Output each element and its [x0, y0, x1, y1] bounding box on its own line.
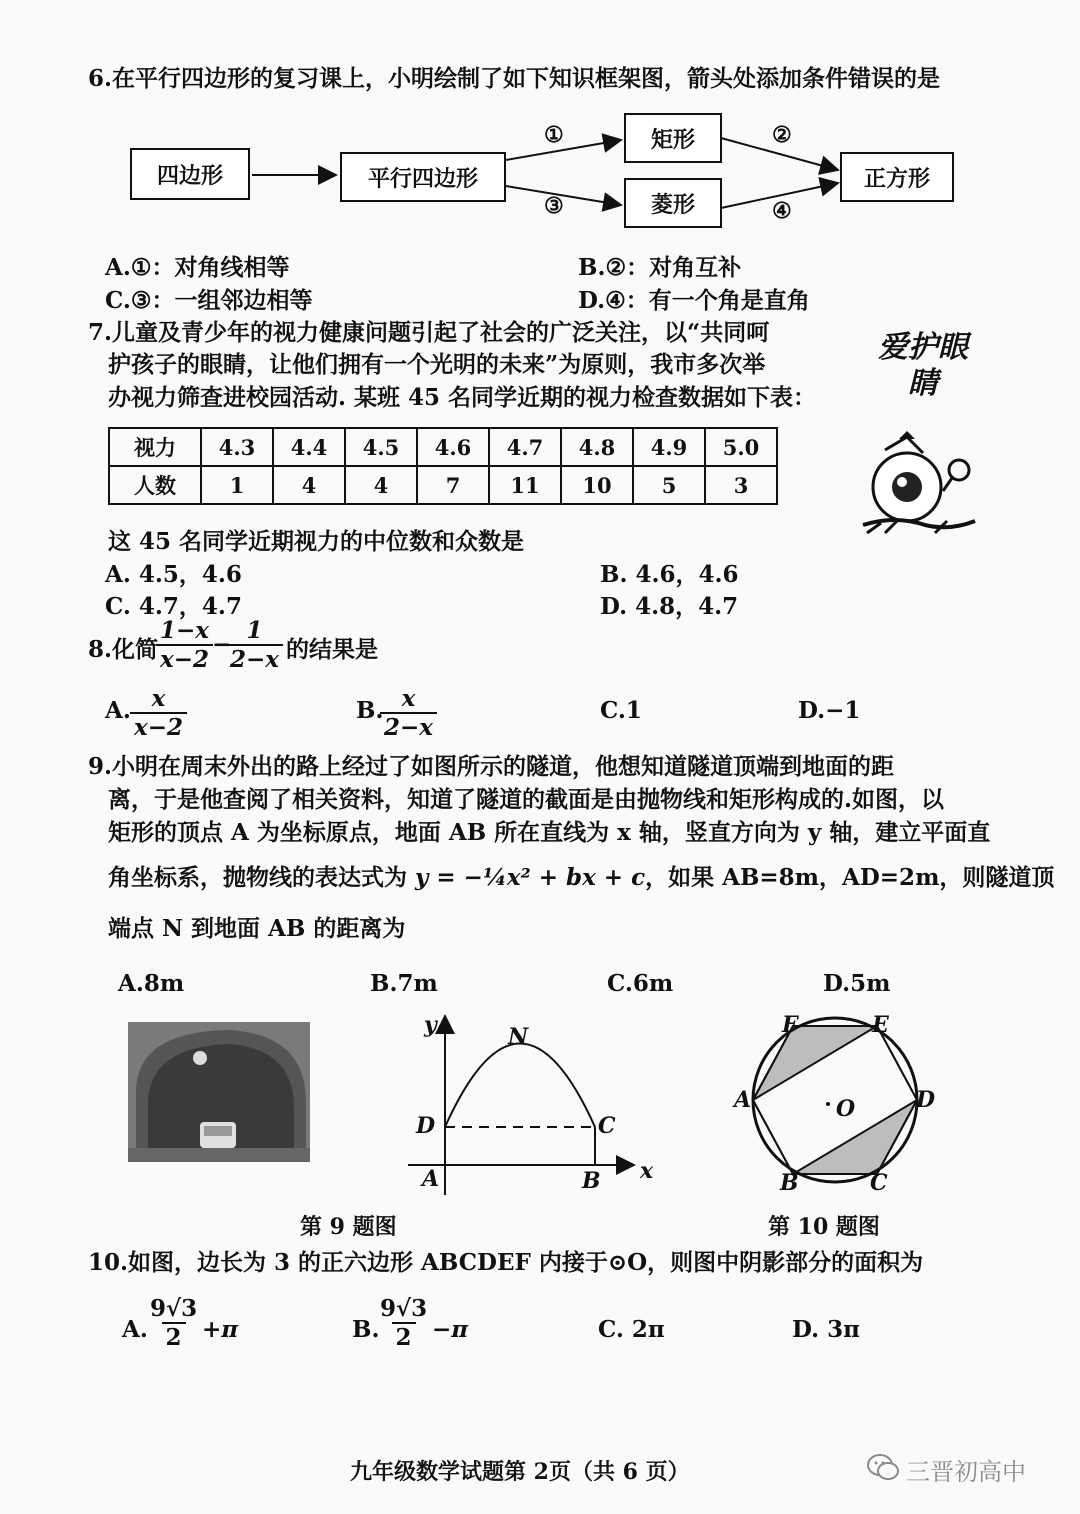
label-n: N: [508, 1024, 529, 1050]
mark-4: ④: [772, 198, 792, 224]
label-e: E: [872, 1012, 889, 1038]
label-o: O: [836, 1096, 856, 1122]
q7-option-a[interactable]: A. 4.5，4.6: [105, 561, 242, 588]
q9-option-d[interactable]: D.5m: [823, 970, 891, 997]
table-cell: 3: [705, 466, 777, 504]
q10-option-c[interactable]: C. 2π: [598, 1316, 665, 1343]
center-point: [826, 1102, 830, 1106]
label-a10: A: [734, 1087, 752, 1113]
table-cell: 4.3: [201, 428, 273, 466]
q9-option-c[interactable]: C.6m: [607, 970, 674, 997]
box-parallelogram: 平行四边形: [340, 152, 506, 202]
table-cell: 1: [201, 466, 273, 504]
table-cell: 11: [489, 466, 561, 504]
page-footer: 九年级数学试题第 2页（共 6 页）: [350, 1459, 690, 1485]
q6-arrows: [0, 0, 1080, 240]
table-cell: 4.4: [273, 428, 345, 466]
label-b10: B: [780, 1170, 799, 1196]
q9-line5: 端点 N 到地面 AB 的距离为: [108, 915, 406, 942]
table-cell: 4.9: [633, 428, 705, 466]
q8-option-c[interactable]: C.1: [600, 697, 642, 724]
table-cell: 5: [633, 466, 705, 504]
q9-line4-end: ，如果 AB=8m，AD=2m，则隧道顶: [645, 864, 1055, 891]
table-row: [109, 466, 777, 504]
table-row: [109, 428, 777, 466]
q7-question: 这 45 名同学近期视力的中位数和众数是: [108, 528, 525, 555]
q10-caption: 第 10 题图: [768, 1214, 880, 1240]
q10-option-a-tail[interactable]: +π: [202, 1316, 239, 1343]
q8-fraction-1: [156, 617, 213, 673]
label-b: B: [582, 1168, 601, 1194]
table-header: 视力: [109, 428, 201, 466]
label-d10: D: [916, 1087, 936, 1113]
q8-fraction-2: [226, 617, 283, 673]
q10-diagram: [740, 1016, 930, 1186]
table-cell: 7: [417, 466, 489, 504]
table-header: 人数: [109, 466, 201, 504]
fraction-denominator: 2: [162, 1322, 186, 1351]
q8-option-d[interactable]: D.−1: [798, 697, 861, 724]
fraction-numerator: 9√3: [150, 1295, 198, 1322]
parabola-curve: [445, 1044, 595, 1128]
q10-option-a-fraction[interactable]: [146, 1295, 201, 1351]
q6-option-b[interactable]: B.②：对角互补: [578, 254, 742, 281]
q8-minus: −: [212, 631, 232, 658]
fraction-denominator: 2: [392, 1322, 416, 1351]
q8-option-a-fraction[interactable]: [130, 685, 187, 741]
q7-stem-line2: 护孩子的眼睛，让他们拥有一个光明的未来”为原则，我市多次举: [108, 351, 766, 378]
q10-option-b-label[interactable]: B.: [352, 1316, 380, 1343]
q8-prefix: 8.化简: [88, 636, 159, 663]
label-x: x: [640, 1158, 654, 1184]
q7-option-c[interactable]: C. 4.7，4.7: [105, 593, 242, 620]
fraction-denominator: 2−x: [380, 712, 437, 741]
q6-option-d[interactable]: D.④：有一个角是直角: [578, 287, 810, 314]
q10-option-d[interactable]: D. 3π: [792, 1316, 860, 1343]
table-cell: 4.6: [417, 428, 489, 466]
box-rectangle: 矩形: [624, 113, 722, 163]
box-rhombus: 菱形: [624, 178, 722, 228]
box-quadrilateral: 四边形: [130, 148, 250, 200]
wechat-icon: [866, 1452, 900, 1482]
label-a: A: [422, 1166, 440, 1192]
q6-option-a[interactable]: A.①：对角线相等: [105, 254, 290, 281]
q6-option-c[interactable]: C.③：一组邻边相等: [105, 287, 313, 314]
label-c10: C: [870, 1170, 888, 1196]
q8-option-a-label[interactable]: A.: [105, 697, 131, 724]
table-cell: 4.5: [345, 428, 417, 466]
q10-option-b-tail[interactable]: −π: [432, 1316, 469, 1343]
watermark-text: 三晋初高中: [906, 1458, 1026, 1486]
table-cell: 4: [273, 466, 345, 504]
fraction-numerator: 1−x: [160, 617, 209, 644]
q8-option-b-fraction[interactable]: [380, 685, 437, 741]
q7-stem-line1: 7.儿童及青少年的视力健康问题引起了社会的广泛关注，以“共同呵: [88, 319, 770, 346]
q8-suffix: 的结果是: [286, 636, 378, 663]
label-d: D: [416, 1113, 436, 1139]
q9-line4: [108, 859, 1054, 892]
fraction-numerator: 9√3: [380, 1295, 428, 1322]
table-cell: 4.8: [561, 428, 633, 466]
eye-care-slogan: 爱护眼睛: [878, 330, 968, 401]
q6-stem: 6.在平行四边形的复习课上，小明绘制了如下知识框架图，箭头处添加条件错误的是: [88, 65, 941, 92]
table-cell: 10: [561, 466, 633, 504]
fraction-denominator: x−2: [130, 712, 187, 741]
label-f: F: [782, 1012, 798, 1038]
vision-table: [108, 427, 778, 505]
q9-option-a[interactable]: A.8m: [118, 970, 185, 997]
box-square: 正方形: [840, 152, 954, 202]
q9-line1: 9.小明在周末外出的路上经过了如图所示的隧道，他想知道隧道顶端到地面的距: [88, 753, 895, 780]
tunnel-photo: [128, 1022, 310, 1162]
q7-option-d[interactable]: D. 4.8，4.7: [600, 593, 739, 620]
q8-option-b-label[interactable]: B.: [356, 697, 384, 724]
label-c: C: [598, 1113, 616, 1139]
fraction-numerator: x: [151, 685, 166, 712]
fraction-denominator: x−2: [156, 644, 213, 673]
mark-1: ①: [544, 122, 564, 148]
mark-2: ②: [772, 122, 792, 148]
q9-line4-start: 角坐标系，抛物线的表达式为: [108, 864, 416, 891]
q10-stem: 10.如图，边长为 3 的正六边形 ABCDEF 内接于⊙O，则图中阴影部分的面积为: [88, 1249, 924, 1276]
q10-option-b-fraction[interactable]: [376, 1295, 431, 1351]
table-cell: 4.7: [489, 428, 561, 466]
q9-option-b[interactable]: B.7m: [370, 970, 438, 997]
eye-cartoon-icon: [855, 425, 985, 540]
parabola-formula: y = −¼x² + bx + c: [415, 864, 646, 891]
q9-line3: 矩形的顶点 A 为坐标原点，地面 AB 所在直线为 x 轴，竖直方向为 y 轴，建立平面直: [108, 819, 991, 846]
label-y: y: [424, 1012, 437, 1038]
q9-caption: 第 9 题图: [300, 1214, 397, 1240]
fraction-numerator: x: [401, 685, 416, 712]
fraction-numerator: 1: [246, 617, 263, 644]
q7-stem-line3: 办视力筛查进校园活动. 某班 45 名同学近期的视力检查数据如下表：: [108, 384, 817, 411]
table-cell: 4: [345, 466, 417, 504]
q10-option-a-label[interactable]: A.: [122, 1316, 148, 1343]
q7-option-b[interactable]: B. 4.6，4.6: [600, 561, 739, 588]
q9-line2: 离，于是他查阅了相关资料，知道了隧道的截面是由抛物线和矩形构成的.如图，以: [108, 786, 945, 813]
fraction-denominator: 2−x: [226, 644, 283, 673]
mark-3: ③: [544, 193, 564, 219]
table-cell: 5.0: [705, 428, 777, 466]
